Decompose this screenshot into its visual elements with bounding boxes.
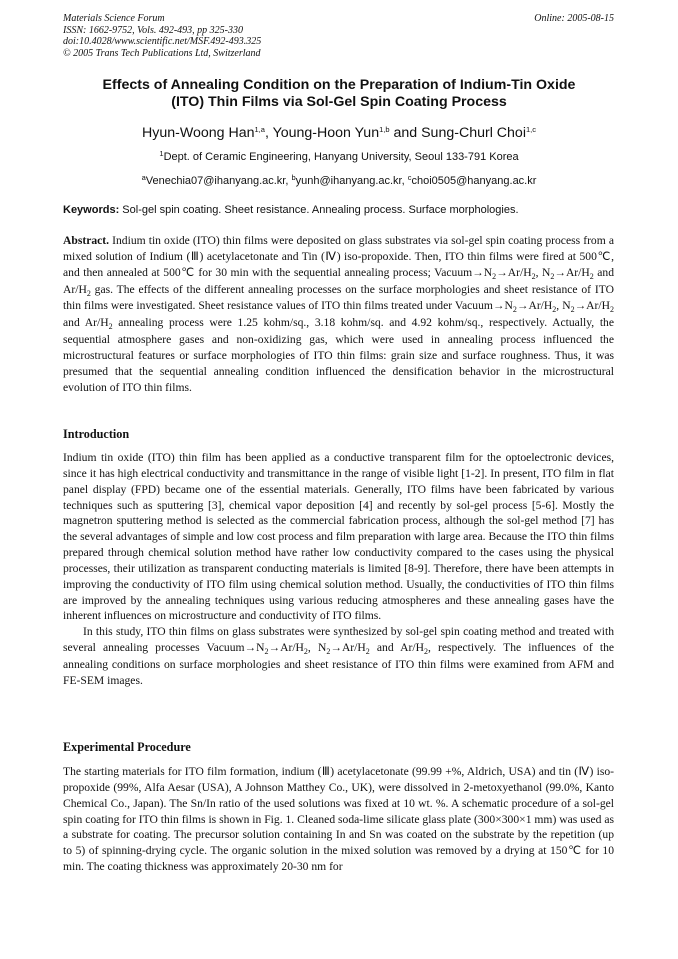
abstract-label: Abstract. [63, 234, 110, 247]
journal-header [63, 13, 261, 59]
paragraph: The starting materials for ITO film formation, indium (Ⅲ) acetylacetonate (99.99 +%, Aldrich, USA) and tin (Ⅳ) iso-propoxide (99%, Alfa Aesar (USA), A Johnson Matthey Co., UK), were dissolved in 2-metoxyethanol (99.0%, Kanto Chemical Co., Japan). The Sn/In ratio of the used solutions was fixed at 10 wt. %. A schematic procedure of a sol-gel spin coating for ITO thin films is shown in Fig. 1. Cleaned soda-lime silicate glass plate (300×300×1 mm) was used as a substrate for coating. The precursor solution containing In and Sn was coated on the substrate by the repetition (up to 5) of spinning-drying cycle. The organic solution in the mixed solution was removed by a drying at 150℃ for 10 min. The coating thickness was approximately 20-30 nm for [63, 765, 614, 874]
author-list: Hyun-Woong Han$^{1,a}$, Young-Hoon Yun$^{1,b}$ and Sung-Churl Choi$^{1,c}$ [141, 125, 536, 141]
experimental-section [63, 764, 614, 875]
paragraph: In this study, ITO thin films on glass substrates were synthesized by sol-gel spin coating method and treated with several annealing processes $Vacuum\to N_2\to Ar/H_2$, $N_2\to Ar/H_2$ and $Ar/H_2$, respectively. The influences of the annealing conditions on surface morphologies and sheet resistance of ITO thin films were examined from AFM and FE-SEM images. [63, 625, 615, 687]
online-date: Online: 2005-08-15 [534, 13, 614, 24]
abstract: Abstract. Indium tin oxide (ITO) thin films were deposited on glass substrates via sol-gel spin coating process from a mixed solution of Indium (Ⅲ) acetylacetonate and Tin (Ⅳ) iso-propoxide. Then, ITO thin films were fired at 500℃, and then annealed at 500℃ for 30 min with the sequential annealing process; $Vacuum\to N_2\to Ar/H_2$, $N_2\to Ar/H_2$ and $Ar/H_2$ gas. The effects of the different annealing processes on the surface morphologies and sheet resistance of ITO thin films were investigated. Sheet resistance values of ITO thin films treated under $Vacuum\to N_2\to Ar/H_2$, $N_2\to Ar/H_2$ and $Ar/H_2$ annealing process were 1.25 kohm/sq., 3.18 kohm/sq. and 4.92 kohm/sq., respectively. Actually, the sequential atmosphere gases and non-oxidizing gas, which were used in annealing process influenced the microstructural features or surface morphologies of ITO thin films: grain size and surface roughness. Thus, it was presumed that the sequential annealing condition influenced the densification behavior in the microstructural evolution of ITO thin films. [63, 234, 615, 394]
keywords-label: Keywords: [63, 204, 120, 216]
section-heading-experimental: Experimental Procedure [63, 740, 191, 754]
author-name: Sung-Churl Choi [421, 125, 526, 141]
journal-name: Materials Science Forum [63, 13, 165, 24]
author-emails: $^a$Venechia07@ihanyang.ac.kr, $^b$yunh@ihanyang.ac.kr, $^c$choi0505@hanyang.ac.kr [141, 173, 537, 187]
author-name: Young-Hoon Yun [272, 125, 380, 141]
paragraph: Indium tin oxide (ITO) thin film has been applied as a conductive transparent film for the optoelectronic devices, since it has high electrical conductivity and transmittance in the range of visible light [1-2]. In present, ITO film in flat panel display (FPD) became one of the essential materials. Generally, ITO films have been fabricated by various techniques such as sputtering [3], chemical vapor deposition [4] and recently by sol-gel process [5-6]. Mostly the magnetron sputtering method is selected as the commercial fabrication process, although the sol-gel method [7] has the several advantages of simple and low cost process and film preparation with large area. Because the ITO thin films prepared through chemical solution method have rather low conductivity compared to the cases using the physical processes, their utilization as transparent conducting materials is limited [8-9]. Therefore, there have been attempts in improving the conductivity of ITO film using chemical solution method. Usually, the conductivities of ITO thin films are improved by the annealing techniques using various reducing atmospheres and these annealing gases have the inherent influences on microstructure and conductivity of ITO films. [63, 451, 614, 623]
section-heading-introduction: Introduction [63, 427, 130, 441]
copyright: © 2005 Trans Tech Publications Ltd, Switzerland [63, 47, 261, 59]
doi: doi:10.4028/www.scientific.net/MSF.492-493.325 [63, 36, 262, 47]
author-name: Hyun-Woong Han [141, 125, 255, 141]
keywords: Keywords: Sol-gel spin coating. Sheet resistance. Annealing process. Surface morphologies. [63, 204, 519, 216]
issn: ISSN: 1662-9752, Vols. 492-493, pp 325-330 [63, 24, 243, 36]
affiliation: $^1$Dept. of Ceramic Engineering, Hanyang University, Seoul 133-791 Korea [159, 149, 519, 163]
paper-title: Effects of Annealing Condition on the Preparation of Indium-Tin Oxide (ITO) Thin Films via Sol-Gel Spin Coating Process [102, 77, 576, 110]
introduction-section [63, 450, 614, 689]
